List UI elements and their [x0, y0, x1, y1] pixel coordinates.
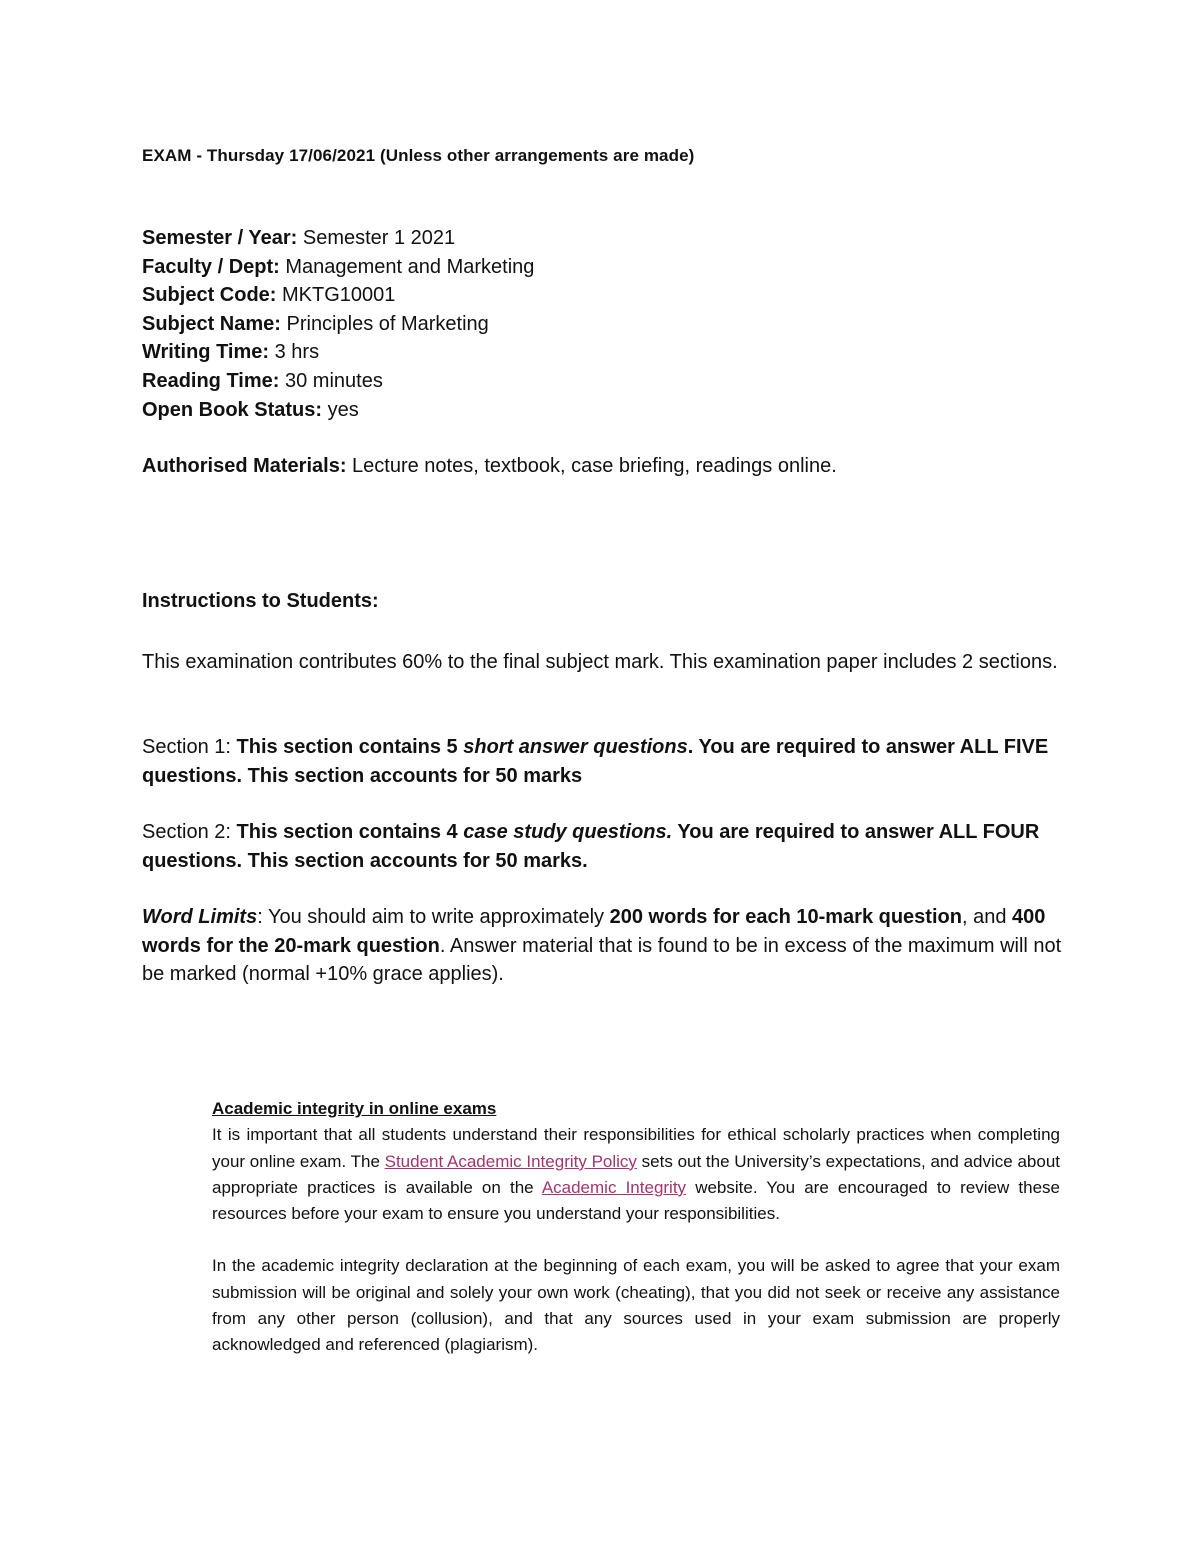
integrity-text: sets out the University’s expectations, and advice about appropriate practices is available on the: [212, 1151, 1060, 1197]
authorised-materials: [142, 452, 1082, 480]
student-academic-integrity-policy-link[interactable]: Student Academic Integrity Policy: [384, 1151, 637, 1171]
detail-semester-year: [142, 224, 1082, 253]
section-1-paragraph: [142, 733, 1067, 790]
detail-open-book-status: [142, 396, 1082, 425]
detail-subject-code: [142, 281, 1082, 310]
academic-integrity-box: [212, 1096, 1060, 1359]
detail-value: yes: [322, 398, 359, 421]
word-limits-label: Word Limits: [142, 906, 258, 928]
detail-label: Reading Time:: [142, 369, 280, 392]
detail-reading-time: [142, 367, 1082, 396]
word-limit-20-mark: 400 words for the 20-mark question: [142, 906, 1046, 957]
exam-details: [142, 224, 1082, 424]
detail-value: Principles of Marketing: [280, 312, 489, 335]
section-1-lead: Section 1:: [142, 736, 237, 758]
detail-faculty-dept: [142, 253, 1082, 282]
academic-integrity-paragraph-1: [212, 1122, 1060, 1227]
contribution-paragraph: This examination contributes 60% to the final subject mark. This examination paper includes 2 sections.: [142, 651, 1058, 673]
section-1-question-type: short answer questions: [463, 736, 688, 758]
detail-subject-name: [142, 310, 1082, 339]
section-1-text: This section contains 5: [236, 736, 464, 758]
word-limits-text: . Answer material that is found to be in excess of the maximum will not be marked (normal +10% grace applies).: [142, 934, 1062, 985]
detail-value: 3 hrs: [269, 341, 320, 364]
word-limits-text: , and: [961, 906, 1012, 928]
paragraph-spacer: [212, 1227, 1060, 1253]
detail-label: Subject Code:: [142, 284, 277, 307]
detail-label: Writing Time:: [142, 341, 270, 364]
word-limits-paragraph: [142, 903, 1067, 989]
detail-value: Management and Marketing: [279, 255, 535, 278]
academic-integrity-paragraph-2: In the academic integrity declaration at the beginning of each exam, you will be asked to agree that your exam submission will be original and solely your own work (cheating), that you did not seek or receive any assistance from any other person (collusion), and that any sources used in your exam submission are properly acknowledged and referenced (plagiarism).: [212, 1256, 1060, 1355]
integrity-text: It is important that all students understand their responsibilities for ethical scholarly practices when completing your online exam. The: [212, 1125, 1060, 1171]
section-2-lead: Section 2:: [142, 821, 237, 843]
detail-label: Semester / Year:: [142, 227, 298, 249]
instructions-heading: Instructions to Students:: [142, 590, 379, 612]
detail-value: Semester 1 2021: [297, 227, 456, 249]
academic-integrity-title: Academic integrity in online exams: [212, 1099, 497, 1118]
authorised-label: Authorised Materials:: [142, 455, 347, 477]
detail-value: 30 minutes: [279, 369, 383, 392]
integrity-text: website. You are encouraged to review these resources before your exam to ensure you understand your responsibilities.: [212, 1177, 1060, 1224]
detail-writing-time: [142, 338, 1082, 367]
academic-integrity-website-link[interactable]: Academic Integrity: [541, 1177, 687, 1197]
authorised-value: Lecture notes, textbook, case briefing, readings online.: [346, 455, 837, 477]
exam-heading: EXAM - Thursday 17/06/2021 (Unless other arrangements are made): [142, 146, 695, 165]
word-limits-text: : You should aim to write approximately: [257, 906, 610, 928]
section-1-requirement: . You are required to answer ALL FIVE questions. This section accounts for 50 marks: [142, 736, 1049, 787]
detail-label: Faculty / Dept:: [142, 255, 280, 278]
detail-label: Subject Name:: [142, 312, 281, 335]
detail-label: Open Book Status:: [142, 398, 323, 421]
section-2-text: This section contains 4: [236, 821, 464, 843]
section-2-paragraph: [142, 818, 1067, 875]
section-2-question-type: case study questions.: [463, 821, 673, 843]
word-limit-10-mark: 200 words for each 10-mark question: [609, 906, 962, 928]
detail-value: MKTG10001: [276, 284, 396, 307]
section-2-requirement: You are required to answer ALL FOUR questions. This section accounts for 50 marks.: [142, 821, 1040, 872]
